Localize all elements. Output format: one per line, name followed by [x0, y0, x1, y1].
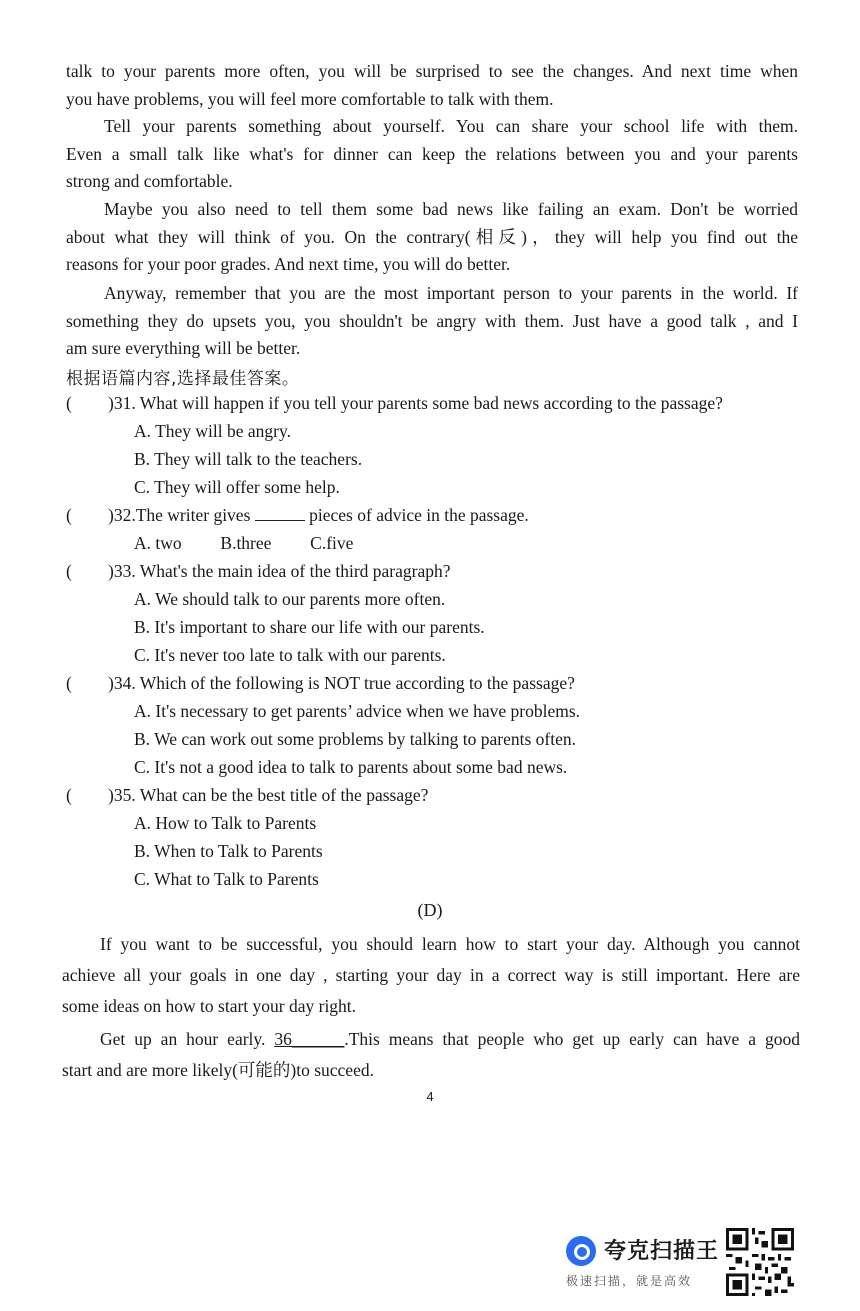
watermark-brand: 夸克扫描王 — [604, 1239, 720, 1264]
answer-bracket[interactable]: ( — [66, 673, 72, 693]
option-a: A. They will be angry. — [134, 421, 291, 441]
text-line: reasons for your poor grades. And next time, you will do better. — [66, 254, 511, 275]
scanner-watermark — [566, 1228, 798, 1298]
passage-paragraph-3 — [66, 280, 798, 363]
text-line: If you want to be successful, you should learn how to start your day. Although you cannot — [100, 934, 800, 954]
option-b: B. When to Talk to Parents — [134, 841, 323, 861]
quark-logo-icon — [566, 1236, 596, 1266]
fill-blank — [255, 506, 305, 521]
text-segment: .This means that people who get up early can have a good — [344, 1029, 800, 1049]
question-stem: )33. What's the main idea of the third paragraph? — [108, 561, 451, 581]
text-line: something they do upsets you, you shouldn't be angry with them. Just have a good talk , and I — [66, 310, 798, 331]
question-33 — [66, 561, 796, 582]
text-line — [62, 1024, 800, 1055]
question-34 — [66, 673, 796, 694]
option-a: A. We should talk to our parents more often. — [134, 589, 446, 609]
page-number: 4 — [426, 1089, 434, 1104]
question-stem-part: pieces of advice in the passage. — [304, 505, 529, 525]
option-a: A. How to Talk to Parents — [134, 813, 317, 833]
section-heading: (D) — [417, 900, 443, 920]
question-stem: )35. What can be the best title of the passage? — [108, 785, 429, 805]
section-d-paragraph-2 — [62, 1024, 800, 1086]
text-line: Maybe you also need to tell them some bad news like failing an exam. Don't be worried — [104, 199, 798, 219]
section-d-paragraph-1 — [62, 929, 800, 1022]
text-line: start and are more likely(可能的)to succeed. — [62, 1060, 374, 1080]
text-line: Tell your parents something about yourself. You can share your school life with them. — [104, 116, 798, 136]
option-b: B.three — [220, 533, 272, 553]
answer-bracket[interactable]: ( — [66, 785, 72, 805]
text-line: about what they will think of you. On the contrary(相反)，they will help you find out the — [66, 226, 798, 247]
option-c: C. It's never too late to talk with our parents. — [134, 645, 446, 665]
text-line: Anyway, remember that you are the most important person to your parents in the world. If — [104, 283, 798, 303]
question-stem: )34. Which of the following is NOT true according to the passage? — [108, 673, 575, 693]
option-a: A. It's necessary to get parents’ advice when we have problems. — [134, 701, 581, 721]
answer-bracket[interactable]: ( — [66, 561, 72, 581]
passage-paragraph-2 — [66, 196, 798, 279]
text-line: am sure everything will be better. — [66, 338, 301, 359]
qr-code-icon — [726, 1228, 794, 1296]
text-line: you have problems, you will feel more comfortable to talk with them. — [66, 88, 554, 109]
passage-paragraph-0 — [66, 58, 798, 113]
instruction: 根据语篇内容,选择最佳答案。 — [66, 369, 300, 389]
question-35 — [66, 785, 796, 806]
option-b: B. It's important to share our life with our parents. — [134, 617, 485, 637]
option-a: A. two — [134, 533, 182, 553]
option-c: C. It's not a good idea to talk to parents about some bad news. — [134, 757, 568, 777]
question-31 — [66, 393, 796, 414]
question-stem: )31. What will happen if you tell your parents some bad news according to the passage? — [108, 393, 723, 413]
option-c: C. What to Talk to Parents — [134, 869, 319, 889]
text-line: achieve all your goals in one day , starting your day in a correct way is still important. Here are — [62, 965, 800, 985]
text-line: talk to your parents more often, you will be surprised to see the changes. And next time when — [66, 61, 798, 81]
text-line: Even a small talk like what's for dinner can keep the relations between you and your parents — [66, 143, 798, 164]
text-line: some ideas on how to start your day right. — [62, 996, 357, 1016]
option-b: B. We can work out some problems by talking to parents often. — [134, 729, 577, 749]
option-b: B. They will talk to the teachers. — [134, 449, 363, 469]
passage-paragraph-1 — [66, 113, 798, 196]
text-segment: Get up an hour early. — [100, 1029, 275, 1049]
question-stem-part: )32.The writer gives — [108, 505, 255, 525]
text-line: strong and comfortable. — [66, 171, 233, 192]
blank-36: 36______ — [274, 1029, 345, 1049]
watermark-slogan: 极速扫描，就是高效 — [566, 1274, 693, 1288]
answer-bracket[interactable]: ( — [66, 393, 72, 413]
answer-bracket[interactable]: ( — [66, 505, 72, 525]
question-32 — [66, 505, 796, 526]
option-c: C. They will offer some help. — [134, 477, 340, 497]
option-row — [134, 533, 353, 554]
option-c: C.five — [310, 533, 354, 553]
